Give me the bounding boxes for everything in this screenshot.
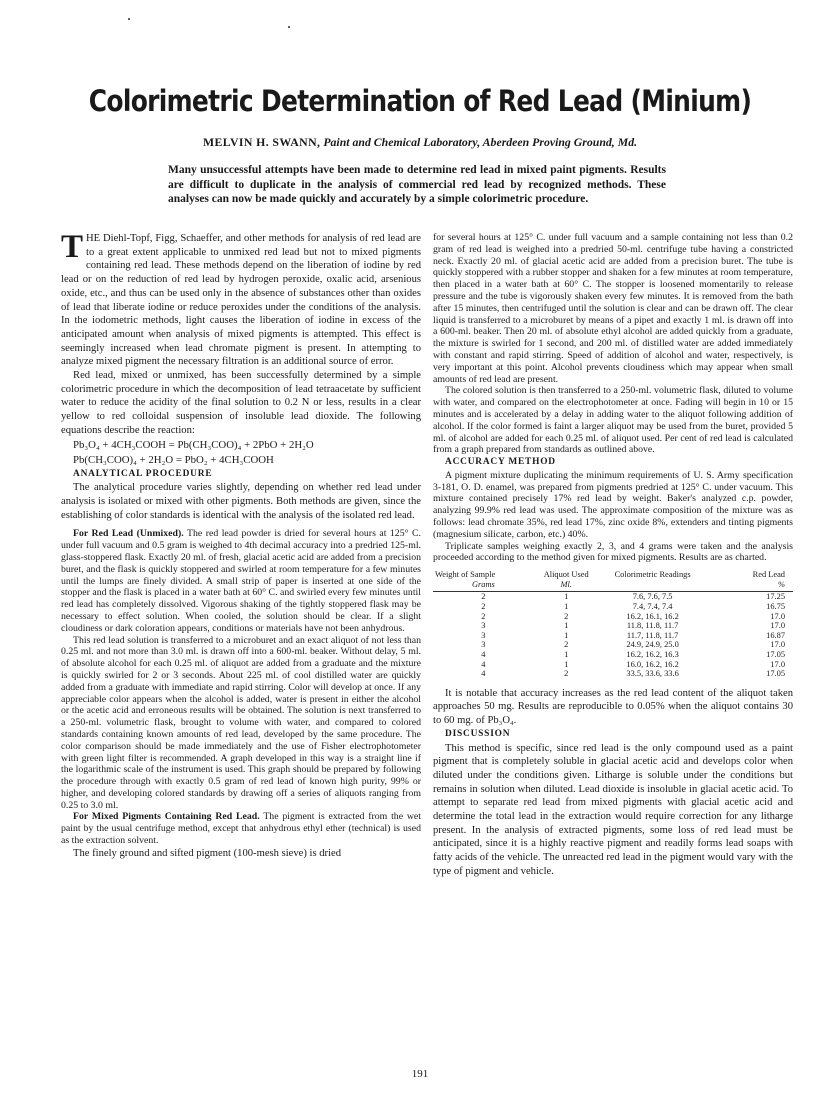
table-header: Aliquot Used [543, 570, 589, 580]
table-row [433, 612, 793, 622]
table-cell: 16.75 [766, 602, 785, 611]
table-cell: 16.0, 16.2, 16.2 [626, 659, 679, 669]
body-paragraph: for several hours at 125° C. under full vacuum and a sample containing not less than 0.2 gram of red lead is weighed into a predried 50-ml. centrifuge tube having a constricted neck. Exactly 20 ml. of glacial acetic acid are added from a precision buret. The tube is quickly stoppered with a rubber stopper and shaken for a few minutes at room temperature, then placed in a water bath at 60° C. The stopper is loosened momentarily to release pressure and the tube is vigorously shaken every few minutes. It is removed from the bath after 15 minutes, then centrifuged until the solution is clear and can be drawn off. The clear liquid is transferred to a microburet by means of a pipet and exactly 1 ml. is drawn off into a 600-ml. beaker. Then 20 ml. of absolute ethyl alcohol are added quickly from a graduate, the mixture is swirled for 1 second, and 200 ml. of distilled water are added immediately with constant and rapid stirring. Speed of addition of alcohol and water, respectively, is very important at this point. Alcohol prevents cloudiness which may appear when small amounts of red lead are present. [433, 232, 793, 385]
table-cell: 16.2, 16.1, 16.2 [626, 611, 679, 621]
unmixed-paragraph [61, 528, 421, 634]
table-unit [599, 580, 707, 592]
reaction-equation-1: Pb₃O₄ + 4CH₃COOH = Pb(CH₃COO)₄ + 2PbO + 2H₂O [73, 438, 314, 451]
page-number: 191 [411, 1068, 429, 1080]
author-name: MELVIN H. SWANN, [202, 135, 321, 149]
section-heading-accuracy-method: ACCURACY METHOD [445, 457, 556, 468]
intro-paragraph [61, 229, 421, 369]
table-unit: Ml. [534, 580, 599, 592]
table-cell: 7.4, 7.4, 7.4 [632, 602, 673, 611]
intro-text: HE Diehl-Topf, Figg, Schaeffer, and other methods for analysis of red lead are to a great extent applicable to unmixed red lead but not to mixed pigments containing red lead. These methods depend on the liberation of iodine by red lead or on the reduction of red lead by hydrogen peroxide, oxalic acid, arsenious oxide, etc., and thus can be used only in the absence of substances other than oxides of lead that liberate iodine or reduce peroxides under the conditions of the analysis. In the iodometric methods, light causes the liberation of iodine in excess of the anticipated amount when analysis of mixed pigments is attempted. This effect is seemingly increased when lead chromate pigment is present. In attempting to analyze mixed pigment the necessary filtration is an additional source of error. [61, 233, 421, 368]
table-header: Colorimetric Readings [614, 570, 691, 580]
body-paragraph: The colored solution is then transferred to a 250-ml. volumetric flask, diluted to volume with water, and compared on the electrophotometer at once. Fading will begin in 10 or 15 minutes and is accelerated by a delay in adding water to the aliquot following addition of alcohol. If the color formed is faint a larger aliquot may be used from the buret, provided 5 ml. of alcohol are added for each 0.25 ml. of aliquot used. Per cent of red lead is calculated from a graph prepared from standards as outlined above. [433, 385, 793, 456]
table-row [433, 650, 793, 660]
scan-speck [128, 18, 130, 20]
body-paragraph: Triplicate samples weighing exactly 2, 3, and 4 grams were taken and the analysis proceeded according to the method given for mixed pigments. Results are as charted. [433, 540, 793, 564]
mixed-text: The pigment is extracted from the wet paint by the usual centrifuge method, except that anhydrous ethyl ether (technical) is used as the extraction solvent. [61, 811, 421, 847]
unmixed-text: The red lead powder is dried for several hours at 125° C. under full vacuum and 0.5 gram is weighed to 4th decimal accuracy into a predried 125-ml. glass-stoppered flask. Exactly 20 ml. of fresh, glacial acetic acid are added from a precision buret, and the flask is quickly stoppered and swirled at room temperature for a few minutes until the lumps are finely divided. A small strip of paper is inserted at one side of the stopper and the flask is placed in a water bath at 60° C. and swirled every few minutes until red lead has completely dissolved. Vigorous shaking of the tightly stoppered flask may be necessary to effect solution. When cooled, the solution should be clear. If a slight cloudiness or dark coloration appears, conditions or materials have not been anhydrous. [61, 528, 421, 634]
section-heading-analytical-procedure: ANALYTICAL PROCEDURE [73, 468, 213, 479]
table-cell: 17.0 [770, 640, 785, 650]
table-row [433, 592, 793, 602]
results-table [433, 570, 793, 679]
table-header-row [433, 570, 793, 580]
body-paragraph: This method is specific, since red lead is the only compound used as a paint pigment that is completely soluble in glacial acetic acid and develops color when diluted under the conditions given. Litharge is soluble under the conditions but remains in solution when diluted. Lead dioxide is insoluble in glacial acetic acid. To attempt to separate red lead from mixed pigments with glacial acetic acid and determine the total lead in the extraction would require correction for any litharge present. In the analysis of extracted pigments, some loss of red lead must be anticipated, since it is a highly reactive pigment and readily forms lead soaps with fatty acids of the vehicle. The unreacted red lead in the pigment would vary with the type of pigment and vehicle. [433, 742, 793, 877]
table-cell: 2 [481, 602, 486, 611]
table-cell: 24.9, 24.9, 25.0 [626, 640, 679, 650]
table-header: Red Lead [752, 570, 785, 580]
section-heading-discussion: DISCUSSION [445, 728, 511, 739]
table-cell: 17.05 [766, 669, 785, 679]
table-cell: 3 [481, 630, 486, 640]
table-row [433, 631, 793, 641]
table-cell: 4 [481, 649, 486, 659]
table-cell: 16.87 [766, 630, 785, 640]
table-cell: 7.6, 7.6, 7.5 [632, 592, 673, 602]
runin-heading-unmixed: For Red Lead (Unmixed). [73, 528, 184, 540]
table-row [433, 621, 793, 631]
table-body [433, 592, 793, 679]
table-cell: 2 [481, 592, 486, 602]
table-cell: 1 [564, 621, 569, 631]
table-cell: 4 [481, 659, 486, 669]
table-cell: 17.05 [766, 649, 785, 659]
drop-cap: T [61, 229, 84, 265]
abstract: Many unsuccessful attempts have been made to determine red lead in mixed paint pigments. Results are difficult to duplicate in the analysis of commercial red lead by recognized methods. These analyses can now be made quickly and accurately by a simple colorimetric procedure. [168, 164, 666, 206]
table-row [433, 602, 793, 612]
reaction-equation-2: Pb(CH₃COO)₄ + 2H₂O = PbO₂ + 4CH₃COOH [73, 453, 274, 466]
body-paragraph: A pigment mixture duplicating the minimum requirements of U. S. Army specification 3-181, O. D. enamel, was prepared from pigments predried at 125° C. under vacuum. This mixture contained precisely 17% red lead by weight. Baker's analyzed c.p. powder, analyzing 99.9% red lead was used. The approximate composition of the mixture was as follows: lead chromate 35%, red lead 17%, zinc oxide 8%, extenders and tinting pigments (magnesium silicate, carbon, etc.) 40%. [433, 469, 793, 540]
table-cell: 11.8, 11.8, 11.7 [626, 621, 679, 631]
author-affiliation: Paint and Chemical Laboratory, Aberdeen Proving Ground, Md. [323, 135, 638, 149]
right-column [433, 232, 793, 879]
body-paragraph: The analytical procedure varies slightly, depending on whether red lead under analysis is isolated or mixed with other pigments. Both methods are given, since the establishing of color standards is identical with the analysis of the isolated red lead. [61, 482, 421, 521]
article-title: Colorimetric Determination of Red Lead (Minium) [88, 84, 752, 118]
table-cell: 11.7, 11.8, 11.7 [626, 630, 679, 640]
table-cell: 1 [564, 592, 569, 602]
table-cell: 17.0 [770, 621, 785, 631]
table-unit: Grams [433, 580, 534, 592]
table-cell: 3 [481, 640, 486, 650]
table-units-row [433, 580, 793, 592]
body-paragraph: This red lead solution is transferred to a microburet and an exact aliquot of not less than 0.25 ml. and not more than 3.0 ml. is drawn off into a 600-ml. beaker. Without delay, 5 ml. of absolute alcohol for each 0.25 ml. of aliquot are added from a graduate and the mixture is quickly swirled for 2 or 3 seconds. About 225 ml. of cool distilled water are quickly added from a graduate with immediate and rapid stirring. Color will develop at once. If any appreciable color appears when the alcohol is added, water is present in either the alcohol or the acetic acid and erroneous results will be obtained. The solution is next transferred to a 250-ml. volumetric flask, brought to volume with water, and compared to colored standards containing known amounts of red lead, developed by the same procedure. The color comparison should be made immediately and the use of Fisher electrophotometer with green light filter is recommended. A graph developed in this way is a straight line if the logarithmic scale of the instrument is used. This graph should be prepared by following the procedure through with exactly 0.5 gram of red lead of known high purity, 99% or higher, and developing colored standards by drawing off a series of aliquots ranging from 0.25 to 3.0 ml. [61, 634, 421, 811]
runin-heading-mixed: For Mixed Pigments Containing Red Lead. [73, 811, 260, 823]
table-unit: % [707, 580, 793, 592]
table-cell: 17.0 [770, 659, 785, 669]
table-cell: 1 [564, 602, 569, 611]
table-cell: 17.0 [770, 611, 785, 621]
mixed-paragraph [61, 811, 421, 846]
table-cell: 2 [481, 611, 486, 621]
scan-speck [288, 26, 290, 28]
body-paragraph: It is notable that accuracy increases as the red lead content of the aliquot taken approaches 50 mg. Results are reproducible to 0.05% when the aliquot contains 30 to 60 mg. of Pb₃O₄. [433, 687, 793, 727]
table-cell: 1 [564, 659, 569, 669]
table-cell: 33.5, 33.6, 33.6 [626, 669, 679, 679]
table-cell: 2 [564, 669, 569, 679]
table-cell: 16.2, 16.2, 16.3 [626, 649, 679, 659]
table-header: Weight of Sample [435, 570, 496, 580]
left-column [61, 229, 421, 861]
table-cell: 1 [564, 649, 569, 659]
table-cell: 1 [564, 630, 569, 640]
table-row [433, 669, 793, 679]
table-cell: 3 [481, 621, 486, 631]
table-cell: 2 [564, 640, 569, 650]
byline [0, 135, 840, 150]
table-cell: 4 [481, 669, 486, 679]
table-cell: 2 [564, 611, 569, 621]
table-row [433, 660, 793, 670]
table-row [433, 640, 793, 650]
body-paragraph: Red lead, mixed or unmixed, has been successfully determined by a simple colorimetric procedure in which the decomposition of lead tetraacetate by sufficient water to reduce the acidity of the final solution to 0.2 N or less, results in a clear yellow to red colloidal suspension of insoluble lead dioxide. The following equations describe the reaction: [61, 370, 421, 436]
table-cell: 17.25 [766, 592, 785, 602]
body-paragraph: The finely ground and sifted pigment (100-mesh sieve) is dried [73, 847, 342, 859]
